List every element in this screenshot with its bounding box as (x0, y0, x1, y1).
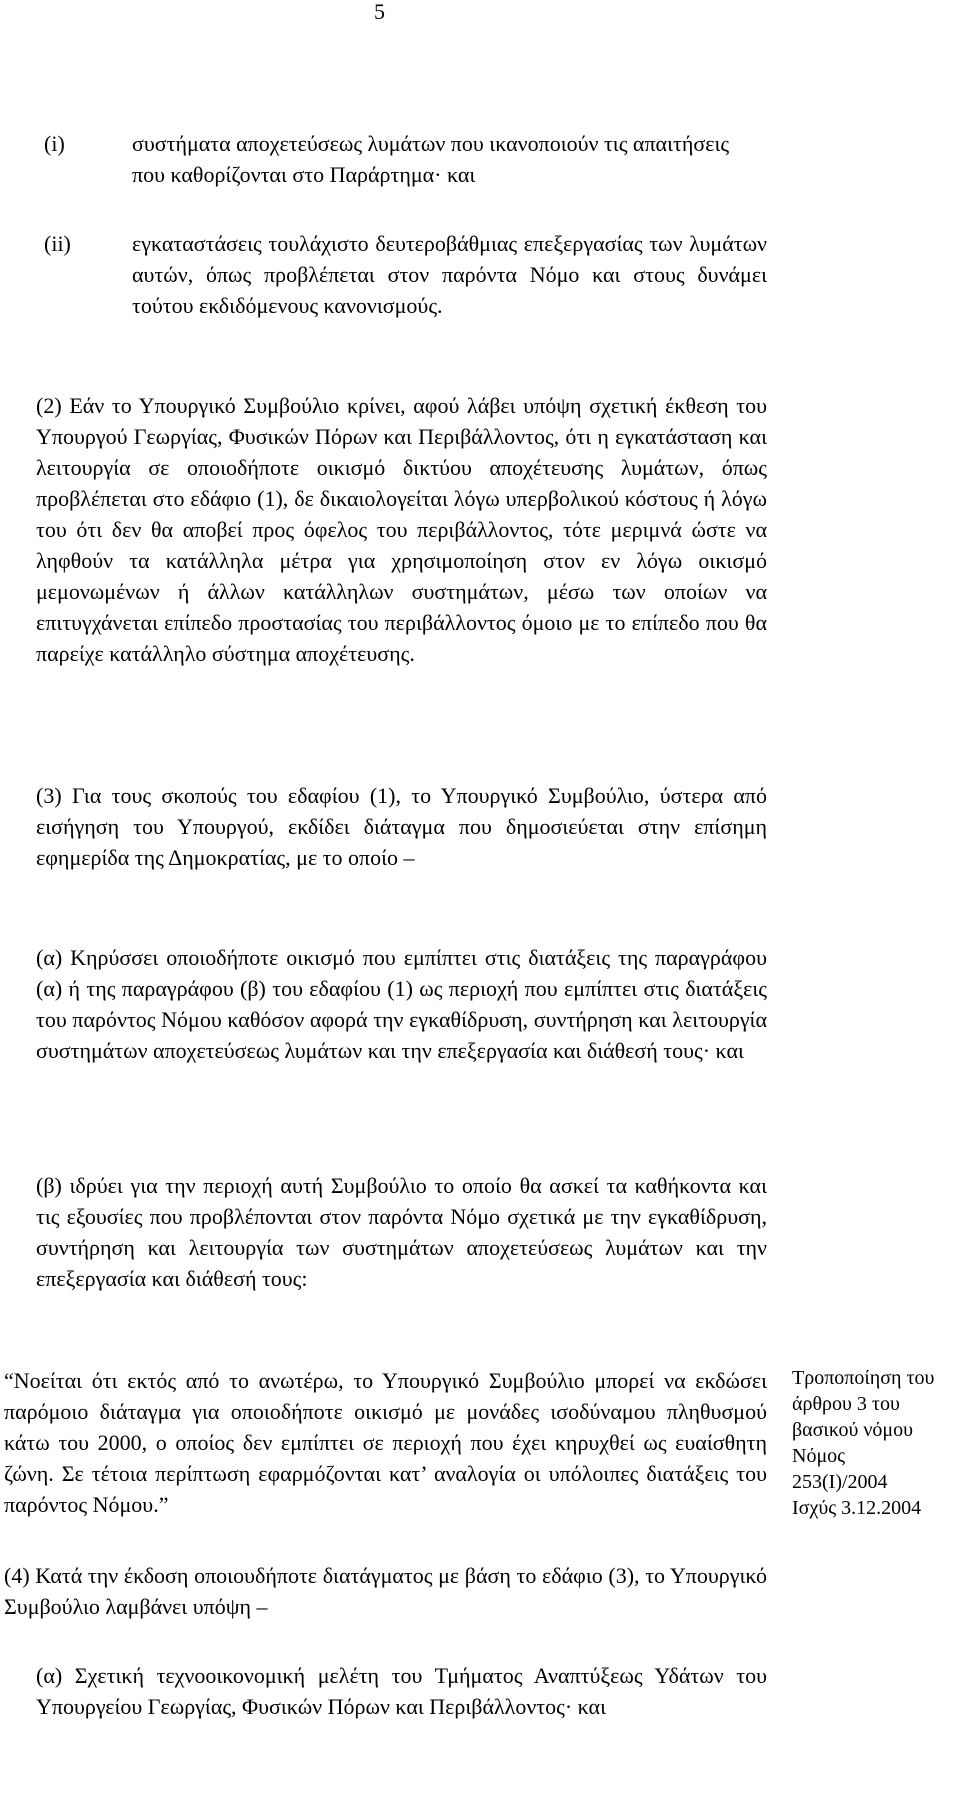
margin-note-line: Νόμος (792, 1445, 846, 1467)
item-ii-label: (ii) (44, 231, 71, 256)
paragraph-3-a: (α) Κηρύσσει οποιοδήποτε οικισμό που εμπίπτει στις διατάξεις της παραγράφου (α) ή της παραγράφου (β) του εδαφίου (1) ως περιοχή που εμπίπτει στις διατάξεις του παρόντος Νόμου καθόσον αφορά την εγκαθίδρυση, συντήρηση και λειτουργία συστημάτων αποχετεύσεως λυμάτων και την επεξεργασία και διάθεσή τους· και (36, 945, 767, 1063)
margin-note-line: 253(Ι)/2004 (792, 1471, 888, 1493)
margin-note-line: άρθρου 3 του (792, 1393, 900, 1415)
margin-note-line: Τροποποίηση του (792, 1367, 935, 1389)
paragraph-3-b: (β) ιδρύει για την περιοχή αυτή Συμβούλιο το οποίο θα ασκεί τα καθήκοντα και τις εξουσίες που προβλέπονται στον παρόντα Νόμο σχετικά με την εγκαθίδρυση, συντήρηση και λειτουργία των συστημάτων αποχετεύσεως λυμάτων και την επεξεργασία και διάθεσή τους: (36, 1173, 767, 1291)
margin-note-line: βασικού νόμου (792, 1419, 914, 1441)
margin-note (792, 1365, 952, 1521)
proviso-paragraph: “Νοείται ότι εκτός από το ανωτέρω, το Υπουργικό Συμβούλιο μπορεί να εκδώσει παρόμοιο διάταγμα για οποιοδήποτε οικισμό με μονάδες ισοδύναμου πληθυσμού κάτω του 2000, ο οποίος δεν εμπίπτει σε περιοχή που έχει κηρυχθεί ως ευαίσθητη ζώνη. Σε τέτοια περίπτωση εφαρμόζονται κατ’ αναλογία οι υπόλοιπες διατάξεις του παρόντος Νόμου.” (4, 1368, 767, 1517)
page-number: 5 (374, 0, 385, 24)
paragraph-3: (3) Για τους σκοπούς του εδαφίου (1), το Υπουργικό Συμβούλιο, ύστερα από εισήγηση του Υπουργού, εκδίδει διάταγμα που δημοσιεύεται στην επίσημη εφημερίδα της Δημοκρατίας, με το οποίο – (36, 783, 767, 870)
paragraph-4: (4) Κατά την έκδοση οποιουδήποτε διατάγματος με βάση το εδάφιο (3), το Υπουργικό Συμβούλιο λαμβάνει υπόψη – (4, 1563, 767, 1619)
item-i-label: (i) (44, 131, 65, 156)
paragraph-4-a: (α) Σχετική τεχνοοικονομική μελέτη του Τμήματος Αναπτύξεως Υδάτων του Υπουργείου Γεωργίας, Φυσικών Πόρων και Περιβάλλοντος· και (36, 1663, 767, 1719)
item-ii-text: εγκαταστάσεις τουλάχιστο δευτεροβάθμιας επεξεργασίας των λυμάτων αυτών, όπως προβλέπεται στον παρόντα Νόμο και στους δυνάμει τούτου εκδιδόμενους κανονισμούς. (132, 231, 767, 318)
item-i-text: συστήματα αποχετεύσεως λυμάτων που ικανοποιούν τις απαιτήσεις που καθορίζονται στο Παράρτημα· και (132, 131, 730, 187)
margin-note-line: Ισχύς 3.12.2004 (792, 1497, 922, 1519)
paragraph-2: (2) Εάν το Υπουργικό Συμβούλιο κρίνει, αφού λάβει υπόψη σχετική έκθεση του Υπουργού Γεωργίας, Φυσικών Πόρων και Περιβάλλοντος, ότι η εγκατάσταση και λειτουργία σε οποιοδήποτε οικισμό δικτύου αποχέτευσης λυμάτων, όπως προβλέπεται στο εδάφιο (1), δε δικαιολογείται λόγω υπερβολικού κόστους ή λόγω του ότι δεν θα αποβεί προς όφελος του περιβάλλοντος, τότε μεριμνά ώστε να ληφθούν τα κατάλληλα μέτρα για χρησιμοποίηση στον εν λόγω οικισμό μεμονωμένων ή άλλων κατάλληλων συστημάτων, μέσω των οποίων να επιτυγχάνεται επίπεδο προστασίας του περιβάλλοντος όμοιο με το επίπεδο που θα παρείχε κατάλληλο σύστημα αποχέτευσης. (36, 393, 767, 666)
